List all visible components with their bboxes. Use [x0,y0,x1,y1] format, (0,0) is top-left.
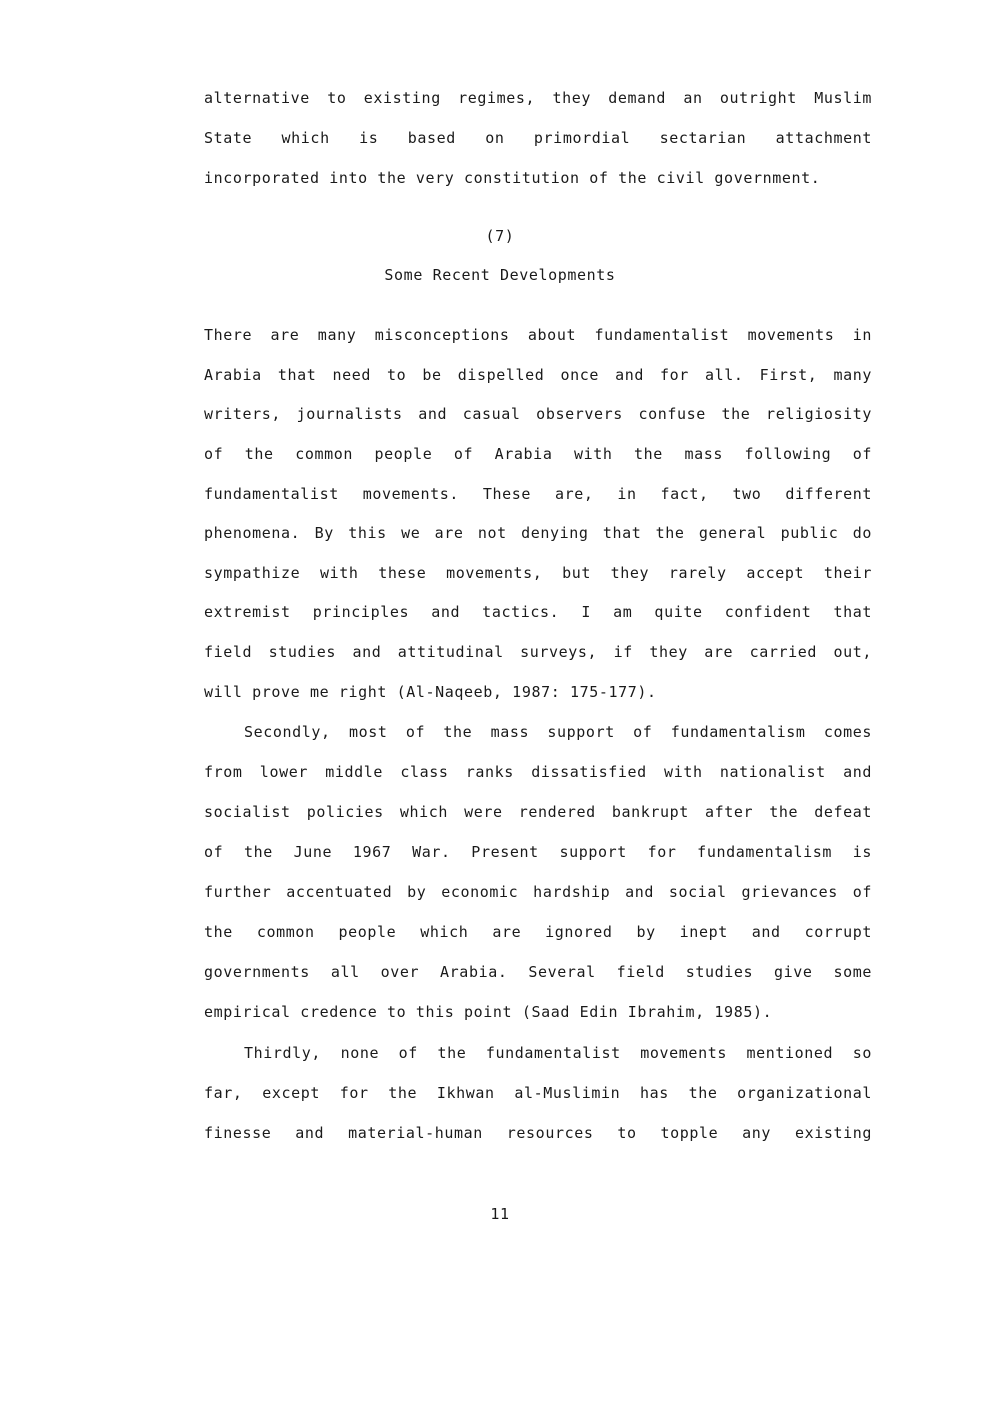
paragraph2-line: the common people which are ignored by inept and corrupt [204,923,872,941]
paragraph1-line: There are many misconceptions about fundamentalist movements in [204,326,872,344]
paragraph1-line: phenomena. By this we are not denying that the general public do [204,524,872,542]
paragraph1-line: fundamentalist movements. These are, in fact, two different [204,485,872,503]
paragraph1-line: field studies and attitudinal surveys, if they are carried out, [204,643,872,661]
paragraph3-line: far, except for the Ikhwan al-Muslimin has the organizational [204,1084,872,1102]
paragraph2-line: governments all over Arabia. Several field studies give some [204,963,872,981]
section-title: Some Recent Developments [384,266,616,284]
paragraph2-line: further accentuated by economic hardship and social grievances of [204,883,872,901]
paragraph1-line: of the common people of Arabia with the mass following of [204,445,872,463]
paragraph2-line: empirical credence to this point (Saad Edin Ibrahim, 1985). [204,1003,773,1021]
intro-line: alternative to existing regimes, they demand an outright Muslim [204,89,872,107]
paragraph1-line: sympathize with these movements, but they rarely accept their [204,564,872,582]
paragraph3-line: Thirdly, none of the fundamentalist movements mentioned so [244,1044,872,1062]
intro-line: incorporated into the very constitution of the civil government. [204,169,821,187]
paragraph1-line: will prove me right (Al-Naqeeb, 1987: 175-177). [204,683,657,701]
paragraph1-line: writers, journalists and casual observers confuse the religiosity [204,405,872,423]
paragraph2-line: Secondly, most of the mass support of fundamentalism comes [244,723,872,741]
paragraph2-line: from lower middle class ranks dissatisfied with nationalist and [204,763,872,781]
paragraph1-line: extremist principles and tactics. I am quite confident that [204,603,872,621]
page-number: 11 [490,1205,510,1223]
paragraph2-line: socialist policies which were rendered bankrupt after the defeat [204,803,872,821]
intro-line: State which is based on primordial sectarian attachment [204,129,872,147]
paragraph3-line: finesse and material-human resources to topple any existing [204,1124,872,1142]
section-number: (7) [485,227,515,245]
paragraph1-line: Arabia that need to be dispelled once and for all. First, many [204,366,872,384]
paragraph2-line: of the June 1967 War. Present support for fundamentalism is [204,843,872,861]
